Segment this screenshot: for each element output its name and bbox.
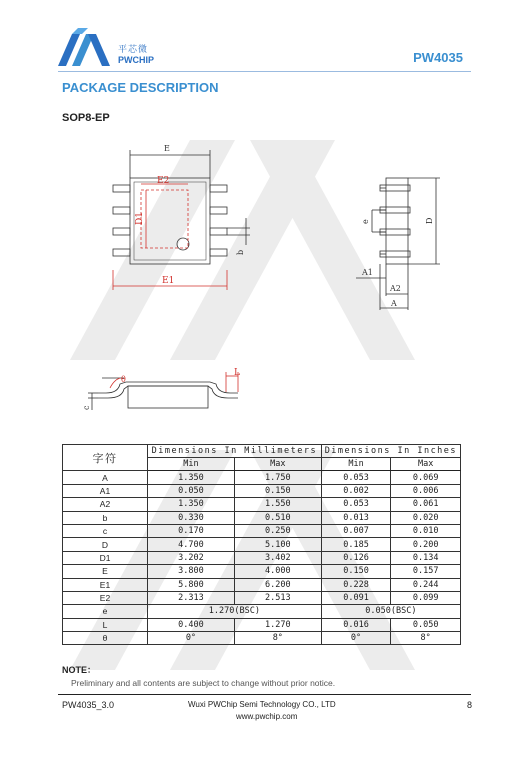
cell-in-min: 0.007: [321, 524, 391, 537]
cell-in-max: 0.020: [391, 511, 461, 524]
part-number: PW4035: [413, 50, 463, 65]
cell-in-max: 0.134: [391, 551, 461, 564]
cell-in-min: 0.185: [321, 538, 391, 551]
cell-symbol: θ: [63, 632, 148, 645]
footer-page-number: 8: [467, 700, 473, 710]
cell-mm-min: 5.800: [148, 578, 235, 591]
lead-profile: [98, 382, 238, 393]
cell-symbol: c: [63, 524, 148, 537]
cell-mm-max: 3.402: [234, 551, 321, 564]
table-row: [63, 591, 461, 604]
cell-mm-min: 0°: [148, 632, 235, 645]
table-row-e: [63, 605, 461, 618]
table-row: [63, 551, 461, 564]
cell-mm-max: 0.250: [234, 524, 321, 537]
cell-mm-max: 1.550: [234, 498, 321, 511]
label-E2: E2: [157, 176, 170, 186]
cell-mm-max: 8°: [234, 632, 321, 645]
header-millimeters: Dimensions In Millimeters: [148, 445, 322, 458]
cell-symbol: e: [63, 605, 148, 618]
cell-mm-max: 4.000: [234, 565, 321, 578]
cell-in-max: 0.244: [391, 578, 461, 591]
label-A1: A1: [362, 268, 373, 277]
cell-symbol: E1: [63, 578, 148, 591]
cell-in-max: 0.010: [391, 524, 461, 537]
cell-in-max: 0.157: [391, 565, 461, 578]
note-title: NOTE：: [62, 665, 97, 675]
cell-in-min: 0.002: [321, 484, 391, 497]
cell-symbol: A1: [63, 484, 148, 497]
cell-mm-min: 4.700: [148, 538, 235, 551]
cell-mm-min: 1.350: [148, 498, 235, 511]
header-symbol: 字符: [63, 445, 148, 471]
cell-in-max: 0.200: [391, 538, 461, 551]
table-header-row: [63, 445, 461, 458]
label-A: A: [391, 299, 397, 308]
cell-symbol: L: [63, 618, 148, 631]
table-row: [63, 565, 461, 578]
footer-website: www.pwchip.com: [236, 712, 298, 721]
header-in-max: Max: [391, 458, 461, 471]
logo-chinese-name: 平芯微: [118, 44, 149, 54]
cell-in-max: 0.069: [391, 471, 461, 484]
label-theta: θ: [121, 375, 126, 384]
section-title: PACKAGE DESCRIPTION: [62, 80, 219, 95]
cell-in-min: 0.053: [321, 471, 391, 484]
cell-mm-max: 0.510: [234, 511, 321, 524]
cell-mm-max: 2.513: [234, 591, 321, 604]
cell-in-bsc: 0.050(BSC): [321, 605, 460, 618]
cell-mm-min: 0.400: [148, 618, 235, 631]
cell-symbol: E: [63, 565, 148, 578]
table-row: [63, 578, 461, 591]
cell-in-min: 0.126: [321, 551, 391, 564]
cell-in-max: 0.099: [391, 591, 461, 604]
cell-in-max: 0.050: [391, 618, 461, 631]
cell-mm-min: 3.202: [148, 551, 235, 564]
cell-symbol: E2: [63, 591, 148, 604]
cell-mm-max: 6.200: [234, 578, 321, 591]
table-row-L: [63, 618, 461, 631]
cell-symbol: A2: [63, 498, 148, 511]
cell-mm-max: 1.270: [234, 618, 321, 631]
label-b: b: [236, 249, 245, 255]
cell-mm-min: 2.313: [148, 591, 235, 604]
cell-mm-min: 1.350: [148, 471, 235, 484]
cell-in-max: 8°: [391, 632, 461, 645]
label-L: L: [234, 368, 240, 378]
note-text: Preliminary and all contents are subject to change without prior notice.: [71, 678, 336, 688]
label-c: c: [82, 405, 91, 410]
header-inches: Dimensions In Inches: [321, 445, 460, 458]
exposed-pad-outline: [141, 190, 188, 248]
label-E1: E1: [162, 276, 175, 286]
footer-company: Wuxi PWChip Semi Technology CO., LTD: [188, 700, 336, 709]
cell-in-min: 0.013: [321, 511, 391, 524]
cell-symbol: A: [63, 471, 148, 484]
cell-in-max: 0.061: [391, 498, 461, 511]
cell-in-min: 0.016: [321, 618, 391, 631]
cell-mm-min: 0.330: [148, 511, 235, 524]
logo-english-name: PWCHIP: [118, 55, 154, 65]
cell-in-min: 0.228: [321, 578, 391, 591]
cell-mm-min: 3.800: [148, 565, 235, 578]
header-mm-min: Min: [148, 458, 235, 471]
table-row: [63, 484, 461, 497]
cell-in-min: 0.053: [321, 498, 391, 511]
cell-symbol: b: [63, 511, 148, 524]
footer-doc-id: PW4035_3.0: [62, 700, 115, 710]
label-E: E: [164, 144, 170, 153]
header-in-min: Min: [321, 458, 391, 471]
table-row: [63, 538, 461, 551]
cell-mm-max: 1.750: [234, 471, 321, 484]
cell-in-min: 0.091: [321, 591, 391, 604]
label-e: e: [361, 219, 370, 224]
cell-in-min: 0°: [321, 632, 391, 645]
cell-mm-max: 5.100: [234, 538, 321, 551]
table-row: [63, 524, 461, 537]
cell-in-max: 0.006: [391, 484, 461, 497]
cell-mm-min: 0.050: [148, 484, 235, 497]
footer-divider: [58, 694, 471, 695]
table-row-theta: [63, 632, 461, 645]
table-row: [63, 498, 461, 511]
label-D1: D1: [135, 212, 145, 225]
cell-mm-min: 0.170: [148, 524, 235, 537]
header-mm-max: Max: [234, 458, 321, 471]
table-row: [63, 511, 461, 524]
label-A2: A2: [390, 284, 401, 293]
cell-symbol: D: [63, 538, 148, 551]
dimensions-table: [62, 444, 461, 645]
cell-in-min: 0.150: [321, 565, 391, 578]
cell-mm-bsc: 1.270(BSC): [148, 605, 322, 618]
label-D: D: [425, 217, 434, 224]
cell-symbol: D1: [63, 551, 148, 564]
cell-mm-max: 0.150: [234, 484, 321, 497]
table-row: [63, 471, 461, 484]
package-name: SOP8-EP: [62, 112, 110, 124]
